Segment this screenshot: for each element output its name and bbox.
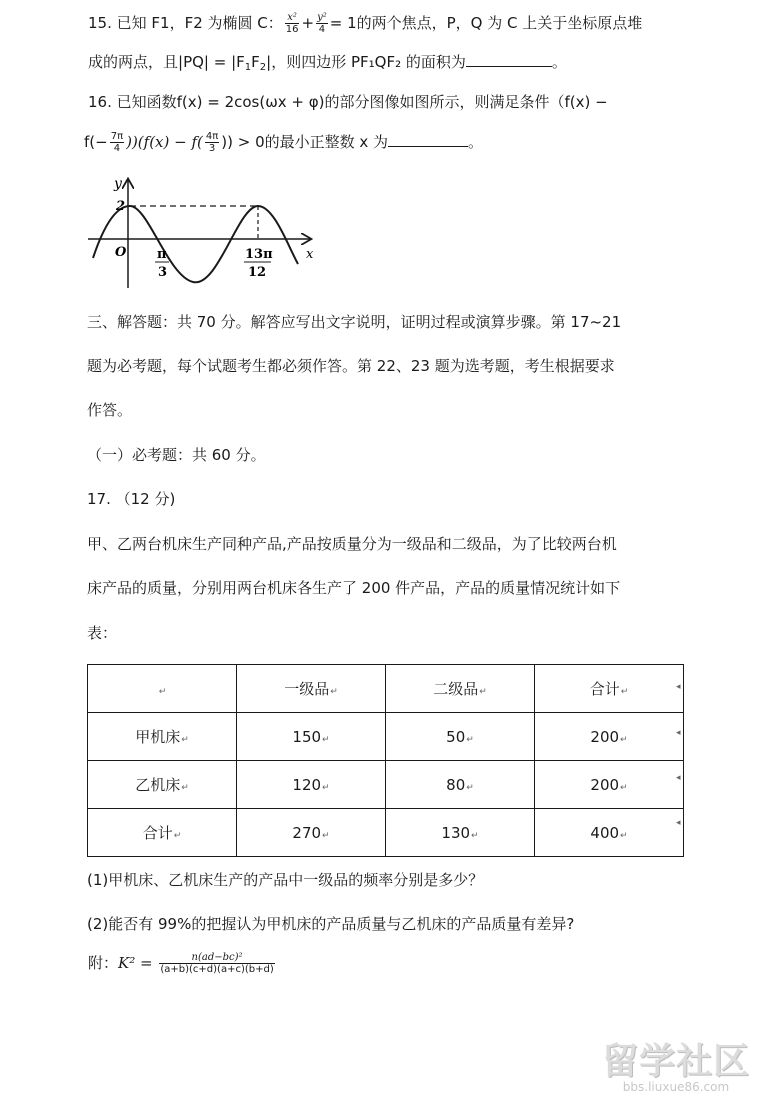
table-cell: 乙机床↵ [88, 761, 237, 809]
cosine-graph [88, 174, 320, 292]
row-end-mark: ◂ [676, 773, 681, 783]
answer-blank-15 [466, 52, 552, 67]
table-cell: 80↵ [386, 761, 535, 809]
row-end-mark: ◂ [676, 818, 681, 828]
table-row [88, 761, 684, 809]
required-heading: （一）必考题：共 60 分。 [87, 446, 266, 464]
y-label: y [114, 176, 122, 192]
header-cell: 二级品↵ [386, 665, 535, 713]
q17-title: 17. （12 分) [87, 490, 176, 508]
section3-line1: 三、解答题：共 70 分。解答应写出文字说明，证明过程或演算步骤。第 17~21 [87, 313, 622, 331]
sub-question-1: (1)甲机床、乙机床生产的产品中一级品的频率分别是多少？ [87, 871, 484, 889]
watermark [602, 1033, 750, 1094]
table-cell: 270↵ [237, 809, 386, 857]
q15-line2: 成的两点，且$|PQ| = |F_1F_2|$，则四边形 PF₁QF₂ 的面积为 。 [88, 53, 567, 73]
table-row [88, 809, 684, 857]
section3-line2: 题为必考题，每个试题考生都必须作答。第 22、23 题为选考题，考生根据要求 [87, 357, 615, 375]
table-cell: 200↵ [535, 761, 684, 809]
header-cell: ↵ [88, 665, 237, 713]
tick2-denominator: 12 [248, 265, 267, 280]
fraction-7pi-4: $\frac{7\pi}{4}$ [110, 131, 124, 154]
row-end-mark: ◂ [676, 728, 681, 738]
header-cell: 一级品↵ [237, 665, 386, 713]
q16-line2: f(− $\frac{7\pi}{4}$ ))(f(x) − f( $\frac{4\pi}{3}$ )) > 0的最小正整数 x 为 。 [84, 131, 484, 154]
table-cell: 120↵ [237, 761, 386, 809]
tick1-denominator: 3 [158, 265, 168, 280]
fraction-x2-16: $\frac{\text{x²}}{16}$ [285, 12, 299, 35]
fraction-4pi-3: $\frac{4\pi}{3}$ [205, 131, 219, 154]
section3-line3: 作答。 [87, 401, 133, 419]
answer-blank-16 [388, 132, 468, 147]
table-row [88, 713, 684, 761]
table-cell: 甲机床↵ [88, 713, 237, 761]
q17-paragraph-3: 表： [87, 624, 118, 642]
q17-paragraph-1: 甲、乙两台机床生产同种产品,产品按质量分为一级品和二级品，为了比较两台机 [87, 535, 617, 553]
quality-table [87, 664, 684, 857]
table-header-row [88, 665, 684, 713]
origin-label: O [115, 245, 127, 260]
sub-question-2: (2)能否有 99%的把握认为甲机床的产品质量与乙机床的产品质量有差异? [87, 915, 575, 933]
max-value-label: 2 [116, 199, 126, 214]
row-end-mark: ◂ [676, 682, 681, 692]
header-cell: 合计↵ [535, 665, 684, 713]
q16-line1: 16. 已知函数f(x) = 2cos(ωx + φ)的部分图像如图所示，则满足条件（f(x) − [88, 93, 608, 111]
q17-paragraph-2: 床产品的质量，分别用两台机床各生产了 200 件产品，产品的质量情况统计如下 [87, 579, 621, 597]
table-cell: 200↵ [535, 713, 684, 761]
tick1-numerator: π [157, 247, 167, 262]
table-cell: 400↵ [535, 809, 684, 857]
table-cell: 合计↵ [88, 809, 237, 857]
k-squared-formula: 附：K² = $\frac{\text{n(ad−bc)²}}{(a+b)(c+d)(a+c)(b+d)}$ [88, 952, 274, 975]
watermark-logo: 留学社区 [601, 1041, 750, 1082]
table-cell: 130↵ [386, 809, 535, 857]
x-label: x [306, 247, 314, 262]
formula-fraction: $\frac{\text{n(ad−bc)²}}{(a+b)(c+d)(a+c)(b+d)}$ [160, 952, 274, 975]
table-cell: 50↵ [386, 713, 535, 761]
watermark-url: bbs.liuxue86.com [622, 1080, 730, 1094]
tick2-numerator: 13π [245, 247, 273, 262]
table-cell: 150↵ [237, 713, 386, 761]
fraction-y2-4: $\frac{\text{y²}}{4}$ [317, 12, 327, 35]
q15-line1: 15. 已知 F1，F2 为椭圆 C： $\frac{\text{x²}}{16}$ + $\frac{\text{y²}}{4}$ = 1的两个焦点，P，Q 为 C 上关于坐标原点堆 [88, 12, 643, 35]
